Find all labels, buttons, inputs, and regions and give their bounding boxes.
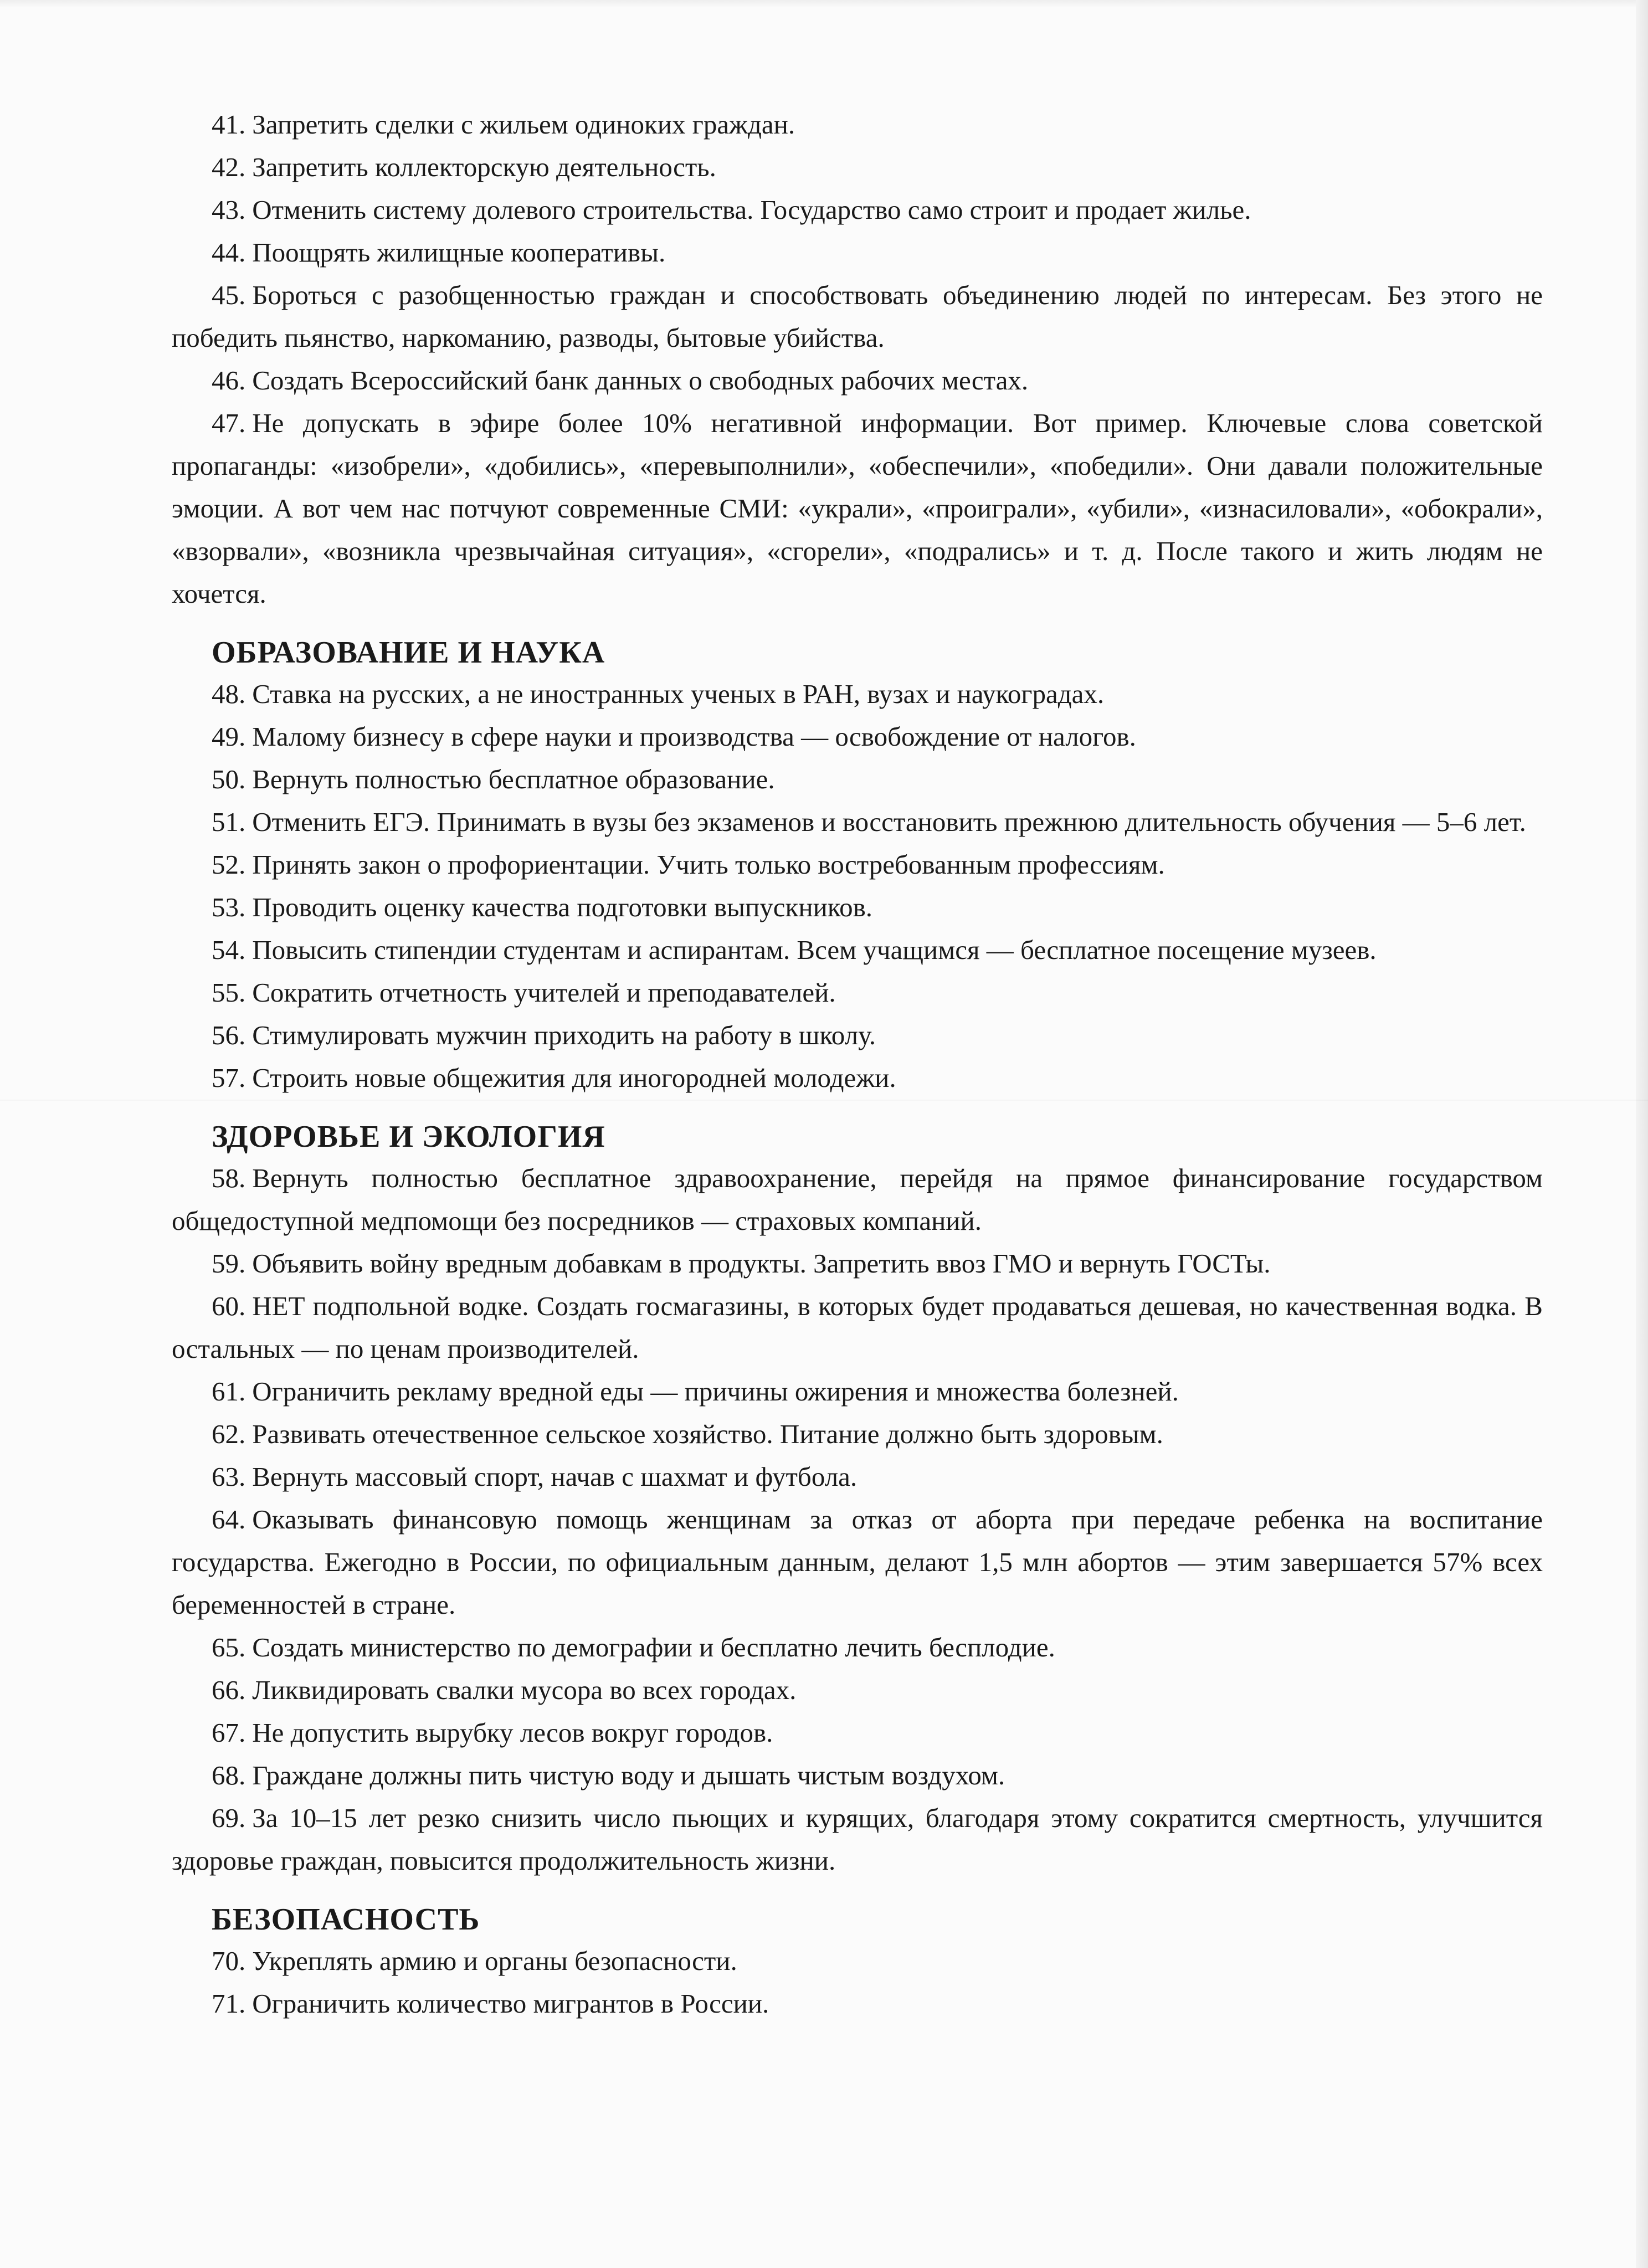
list-item: 52. Принять закон о профориентации. Учить только востребованным профессиям. bbox=[212, 849, 1165, 880]
section-heading-health: ЗДОРОВЬЕ И ЭКОЛОГИЯ bbox=[212, 1120, 605, 1154]
list-item: 44. Поощрять жилищные кооперативы. bbox=[212, 237, 666, 268]
list-item: 51. Отменить ЕГЭ. Принимать в вузы без экзаменов и восстановить прежнюю длительность обучения — 5–6 лет. bbox=[212, 807, 1526, 837]
list-section-intro bbox=[172, 103, 1543, 615]
list-item: 68. Граждане должны пить чистую воду и дышать чистым воздухом. bbox=[212, 1760, 1005, 1790]
list-item: 58. Вернуть полностью бесплатное здравоохранение, перейдя на прямое финансирование государством общедоступной медпомощи без посредников — страховых компаний. bbox=[172, 1163, 1543, 1236]
list-item: 69. За 10–15 лет резко снизить число пьющих и курящих, благодаря этому сократится смертность, улучшится здоровье граждан, повысится продолжительность жизни. bbox=[172, 1803, 1543, 1876]
list-item: 46. Создать Всероссийский банк данных о свободных рабочих местах. bbox=[212, 365, 1029, 396]
scan-edge-top bbox=[0, 0, 1648, 8]
document-body bbox=[172, 103, 1543, 2025]
list-item: 64. Оказывать финансовую помощь женщинам за отказ от аборта при передаче ребенка на воспитание государства. Ежегодно в России, по официальным данным, делают 1,5 млн абортов — этим завершается 57% всех беременностей в стране. bbox=[172, 1504, 1543, 1620]
list-item: 54. Повысить стипендии студентам и аспирантам. Всем учащимся — бесплатное посещение музеев. bbox=[212, 935, 1377, 965]
list-item: 62. Развивать отечественное сельское хозяйство. Питание должно быть здоровым. bbox=[212, 1419, 1163, 1449]
list-item: 45. Бороться с разобщенностью граждан и способствовать объединению людей по интересам. Без этого не победить пьянство, наркоманию, разводы, бытовые убийства. bbox=[172, 280, 1543, 353]
section-heading-education: ОБРАЗОВАНИЕ И НАУКА bbox=[212, 635, 605, 670]
list-item: 71. Ограничить количество мигрантов в России. bbox=[212, 1988, 769, 2019]
section-heading-security: БЕЗОПАСНОСТЬ bbox=[212, 1902, 480, 1937]
list-item: 66. Ликвидировать свалки мусора во всех городах. bbox=[212, 1675, 797, 1705]
list-item: 42. Запретить коллекторскую деятельность. bbox=[212, 152, 716, 182]
list-item: 48. Ставка на русских, а не иностранных ученых в РАН, вузах и наукоградах. bbox=[212, 679, 1105, 709]
list-section-health bbox=[172, 1157, 1543, 1882]
list-item: 47. Не допускать в эфире более 10% негативной информации. Вот пример. Ключевые слова советской пропаганды: «изобрели», «добились», «перевыполнили», «обеспечили», «победили». Они давали положительные эмоции. А вот чем нас потчуют современные СМИ: «украли», «проиграли», «убили», «изнасиловали», «обокрали», «взорвали», «возникла чрезвычайная ситуация», «сгорели», «подрались» и т. д. После такого и жить людям не хочется. bbox=[172, 408, 1543, 609]
list-item: 70. Укреплять армию и органы безопасности. bbox=[212, 1946, 737, 1976]
list-item: 56. Стимулировать мужчин приходить на работу в школу. bbox=[212, 1020, 876, 1050]
list-item: 43. Отменить систему долевого строительства. Государство само строит и продает жилье. bbox=[212, 194, 1251, 225]
list-item: 67. Не допустить вырубку лесов вокруг городов. bbox=[212, 1717, 773, 1748]
list-item: 65. Создать министерство по демографии и бесплатно лечить бесплодие. bbox=[212, 1632, 1055, 1662]
list-section-security bbox=[172, 1939, 1543, 2025]
list-item: 60. НЕТ подпольной водке. Создать госмагазины, в которых будет продаваться дешевая, но качественная водка. В остальных — по ценам производителей. bbox=[172, 1291, 1543, 1364]
list-item: 61. Ограничить рекламу вредной еды — причины ожирения и множества болезней. bbox=[212, 1376, 1179, 1407]
list-item: 49. Малому бизнесу в сфере науки и производства — освобождение от налогов. bbox=[212, 721, 1136, 752]
list-item: 53. Проводить оценку качества подготовки выпускников. bbox=[212, 892, 873, 922]
list-section-education bbox=[172, 673, 1543, 1099]
list-item: 59. Объявить войну вредным добавкам в продукты. Запретить ввоз ГМО и вернуть ГОСТы. bbox=[212, 1248, 1271, 1279]
list-item: 63. Вернуть массовый спорт, начав с шахмат и футбола. bbox=[212, 1461, 858, 1492]
list-item: 41. Запретить сделки с жильем одиноких граждан. bbox=[212, 109, 795, 140]
list-item: 50. Вернуть полностью бесплатное образование. bbox=[212, 764, 775, 794]
list-item: 57. Строить новые общежития для иногородней молодежи. bbox=[212, 1063, 896, 1093]
list-item: 55. Сократить отчетность учителей и преподавателей. bbox=[212, 977, 836, 1008]
scan-edge-right bbox=[1636, 0, 1648, 2268]
